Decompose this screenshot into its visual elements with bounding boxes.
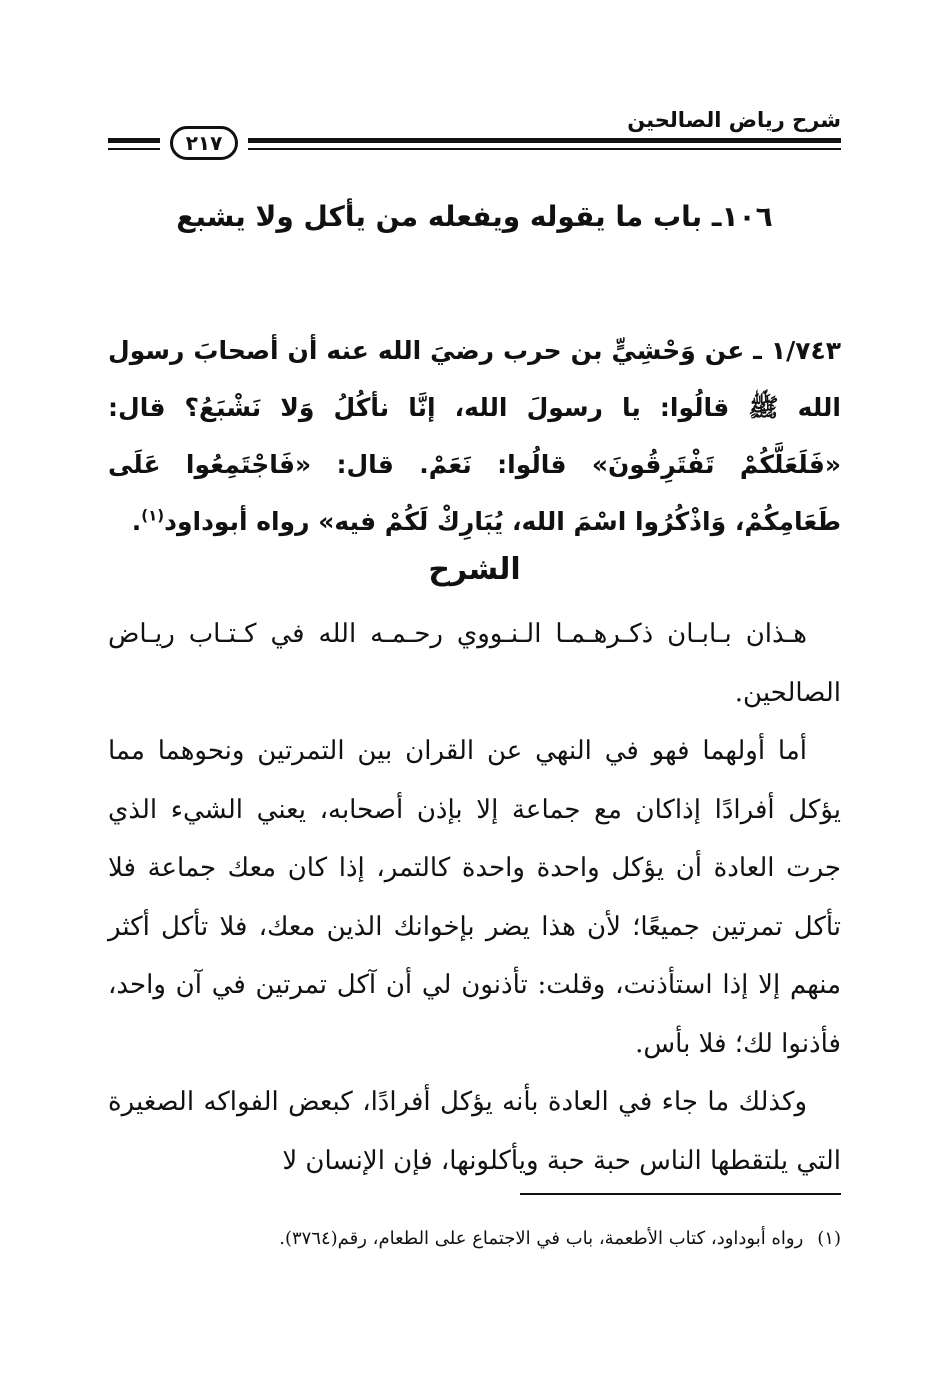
section-heading: الشرح [428, 552, 521, 587]
hadith-end: . [131, 507, 142, 536]
chapter-title: ١٠٦ـ باب ما يقوله ويفعله من يأكل ولا يشبع [176, 200, 773, 233]
paragraph: هـذان بـابـان ذكـرهـمـا الـنـووي رحـمـه الله في كـتـاب ريـاض الصالحين. [108, 619, 841, 708]
footnote-separator [520, 1193, 841, 1195]
footnote-marker: (١) [141, 506, 165, 525]
hadith-block [108, 322, 841, 550]
footnote-text: رواه أبوداود، كتاب الأطعمة، باب في الاجتماع على الطعام، رقم(٣٧٦٤). [279, 1228, 804, 1249]
paragraph: أما أولهما فهو في النهي عن القران بين التمرتين ونحوهما مما يؤكل أفرادًا إذاكان مع جماعة إلا بإذن أصحابه، يعني الشيء الذي جرت العادة أن يؤكل واحدة واحدة كالتمر، إذا كان معك جماعة فلا تأكل تمرتين جميعًا؛ لأن هذا يضر بإخوانك الذين معك، فلا تأكل أكثر منهم إلا إذا استأذنت، وقلت: تأذنون لي أن آكل تمرتين في آن واحد، فأذنوا لك؛ فلا بأس. [108, 736, 841, 1059]
page-number-text: ٢١٧ [185, 131, 223, 155]
hadith-text: ١/٧٤٣ ـ عن وَحْشِيٍّ بن حرب رضيَ الله عنه أن أصحابَ رسول الله ﷺ قالُوا: يا رسولَ الله، إنَّا نأكُلُ وَلا نَشْبَعُ؟ قال: «فَلَعَلَّكُمْ تَفْتَرِقُونَ» قالُوا: نَعَمْ. قال: «فَاجْتَمِعُوا عَلَى طَعَامِكُمْ، وَاذْكُرُوا اسْمَ الله، يُبَارِكْ لَكُمْ فيه» رواه أبوداود [108, 336, 841, 536]
paragraph: وكذلك ما جاء في العادة بأنه يؤكل أفرادًا، كبعض الفواكه الصغيرة التي يلتقطها الناس حبة حبة ويأكلونها، فإن الإنسان لا [108, 1087, 841, 1176]
running-title: شرح رياض الصالحين [627, 108, 841, 132]
commentary-body [108, 605, 841, 1190]
footnote [108, 1228, 841, 1249]
footnote-number: (١) [817, 1228, 841, 1249]
page-number [170, 126, 238, 160]
